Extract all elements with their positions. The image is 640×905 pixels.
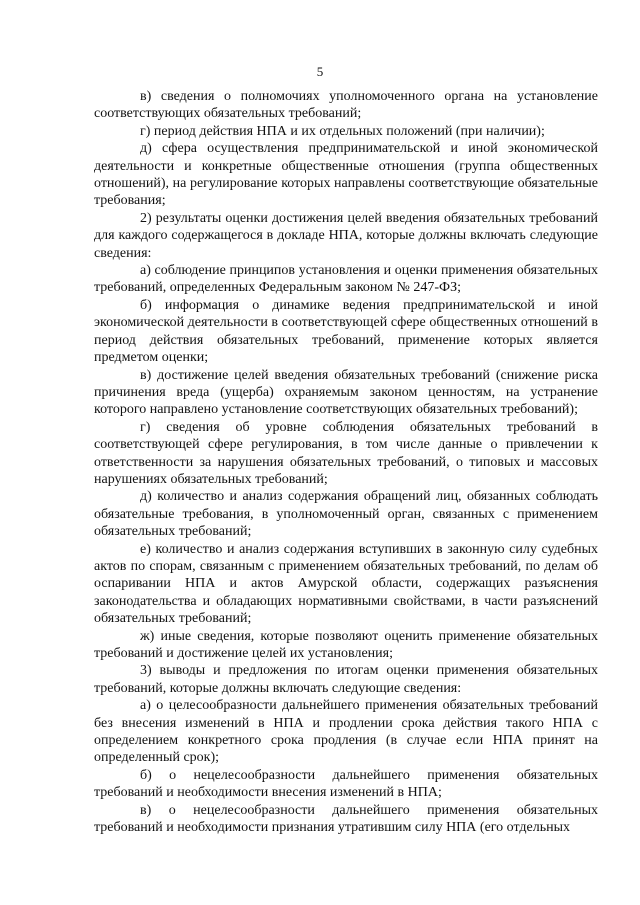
paragraph-item-g-period: г) период действия НПА и их отдельных положений (при наличии); — [140, 123, 545, 139]
paragraph-item-a-principles: а) соблюдение принципов установления и оценки применения обязательных требований, определенных Федеральным законом № 247-ФЗ; — [94, 263, 598, 296]
paragraph-item-a-expediency: а) о целесообразности дальнейшего применения обязательных требований без внесения изменений в НПА и продлении срока действия такого НПА с определением конкретного срока продления (в случае если НПА принят на определенный срок); — [94, 698, 598, 766]
paragraph-section-3-conclusions: 3) выводы и предложения по итогам оценки применения обязательных требований, которые должны включать следующие сведения: — [94, 663, 598, 696]
paragraph-item-g-compliance: г) сведения об уровне соблюдения обязательных требований в соответствующей сфере регулирования, в том числе данные о привлечении к ответственности за нарушения обязательных требований, о типовых и массовых нарушениях обязательных требований; — [94, 419, 598, 487]
paragraph-section-2-results: 2) результаты оценки достижения целей введения обязательных требований для каждого содержащегося в докладе НПА, которые должны включать следующие сведения: — [94, 210, 598, 261]
paragraph-item-d-sphere: д) сфера осуществления предпринимательской и иной экономической деятельности и конкретные общественные отношения (группа общественных отношений), на регулирование которых направлены соответствующие обязательные требования; — [94, 141, 598, 209]
paragraph-item-e-court-acts: е) количество и анализ содержания вступивших в законную силу судебных актов по спорам, связанным с применением обязательных требований, по делам об оспаривании НПА и актов Амурской области, содержащих разъяснения законодательства и обладающих нормативными свойствами, в части разъяснений обязательных требований; — [94, 541, 598, 627]
paragraph-item-b-dynamics: б) информация о динамике ведения предпринимательской и иной экономической деятельности в соответствующей сфере общественных отношений в период действия обязательных требований, применение которых является предметом оценки; — [94, 297, 598, 366]
paragraph-item-v-repeal: в) о нецелесообразности дальнейшего применения обязательных требований и необходимости признания утратившим силу НПА (его отдельных — [94, 802, 598, 836]
paragraph-item-v-goals: в) достижение целей введения обязательных требований (снижение риска причинения вреда (ущерба) охраняемым законом ценностям, на устранение которого направлено установление соответствующих обязательных требований); — [94, 367, 598, 418]
document-body — [94, 88, 598, 836]
paragraph-item-v-authority: в) сведения о полномочиях уполномоченного органа на установление соответствующих обязательных требований; — [94, 89, 598, 122]
paragraph-item-d-appeals: д) количество и анализ содержания обращений лиц, обязанных соблюдать обязательные требования, в уполномоченный орган, связанных с применением обязательных требований; — [94, 489, 598, 540]
page-number: 5 — [316, 64, 324, 79]
paragraph-item-zh-other: ж) иные сведения, которые позволяют оценить применение обязательных требований и достижение целей их установления; — [94, 628, 598, 661]
paragraph-item-b-amend: б) о нецелесообразности дальнейшего применения обязательных требований и необходимости внесения изменений в НПА; — [94, 767, 598, 801]
